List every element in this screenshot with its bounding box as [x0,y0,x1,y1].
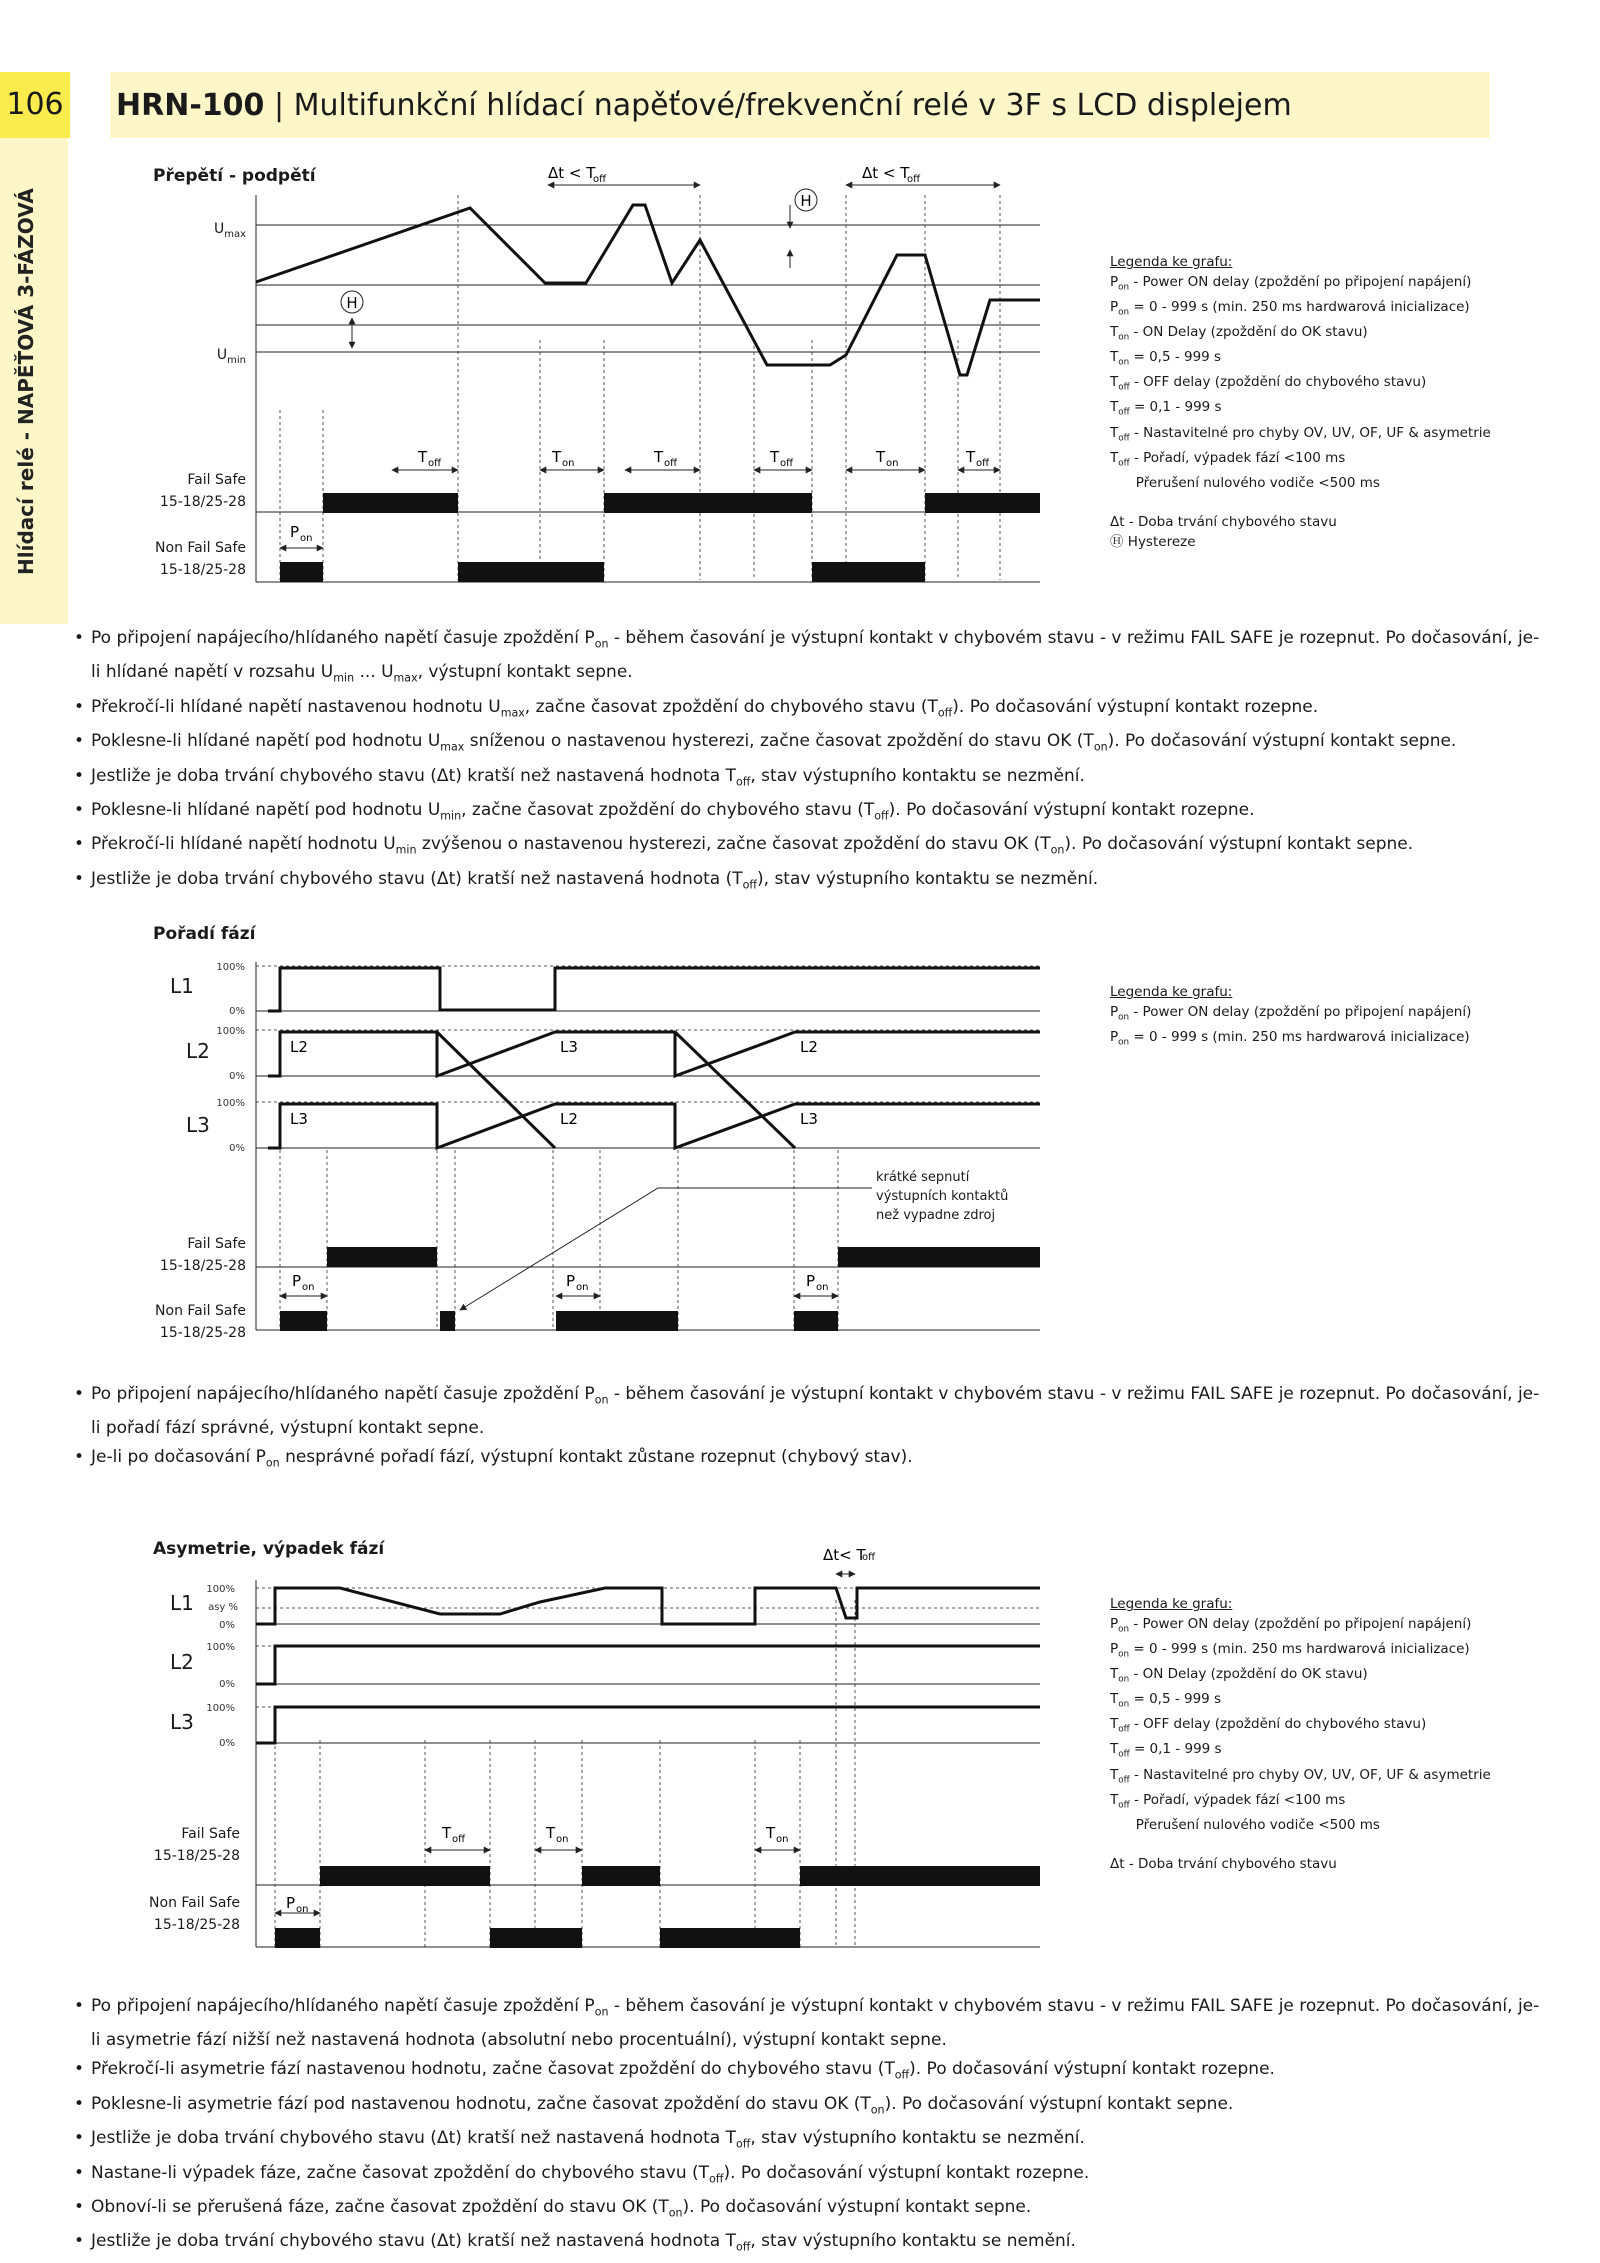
svg-text:off: off [428,458,442,469]
svg-text:100%: 100% [216,962,245,973]
legend-line: $T_{off} = 0,1 - 999$ s [1110,399,1222,419]
svg-text:on: on [300,533,313,544]
legend-line: $P_{on} = 0 - 999$ s (min. 250 ms hardwarová inicializace) [1110,1640,1470,1660]
svg-text:100%: 100% [206,1642,235,1653]
bullet-item: • Jestliže je doba trvání chybového stavu (Δt) kratší než nastavená hodnota $(T_{off})$, stav výstupního kontaktu se nezmění. [82,865,1542,899]
svg-text:Δt< T: Δt< T [823,1546,866,1564]
section3-bullets [82,1992,1542,2262]
svg-text:off: off [452,1834,466,1845]
section2-title: Pořadí fází [153,924,256,944]
svg-text:100%: 100% [216,1098,245,1109]
bullet-item: • Poklesne-li hlídané napětí pod hodnotu $U_{min}$, začne časovat zpoždění do chybového stavu $(T_{off})$. Po dočasování výstupní kontakt rozepne. [82,796,1542,830]
svg-text:off: off [862,1552,876,1563]
bullet-item: • Poklesne-li asymetrie fází pod nastavenou hodnotu, začne časovat zpoždění do stavu OK $(T_{on})$. Po dočasování výstupní kontakt sepne. [82,2090,1542,2124]
legend-line: Legenda ke grafu: [1110,254,1233,270]
non-fail-safe-label-2: Non Fail Safe 15-18/25-28 [155,1303,246,1341]
svg-text:0%: 0% [219,1738,235,1749]
svg-text:H: H [346,294,358,312]
svg-text:0%: 0% [219,1679,235,1690]
legend-line: $T_{on} = 0,5 - 999$ s [1110,349,1222,368]
bullet-item: • Překročí-li hlídané napětí hodnotu $U_{min}$ zvýšenou o nastavenou hysterezi, začne časovat zpoždění do stavu OK $(T_{on})$. Po dočasování výstupní kontakt sepne. [82,830,1542,864]
l1-label-3: L1 [170,1591,194,1615]
svg-text:T: T [552,448,562,466]
bullet-item: • Jestliže je doba trvání chybového stavu (Δt) kratší než nastavená hodnota $T_{off}$, stav výstupního kontaktu se nezmění. [82,762,1542,796]
side-label: Hlídací relé - NAPĚŤOVÁ 3-FÁZOVÁ [14,188,38,575]
section1-title: Přepětí - podpětí [153,166,316,186]
section3-title: Asymetrie, výpadek fází [153,1539,385,1559]
svg-text:on: on [886,458,899,469]
bullet-item: • Po připojení napájecího/hlídaného napětí časuje zpoždění $P_{on}$ - během časování je výstupní kontakt v chybovém stavu - v režimu FAIL SAFE je rozepnut. Po dočasování, je-li pořadí fází správné, výstupní kontakt sepne. [82,1380,1542,1443]
bullet-item: • Jestliže je doba trvání chybového stavu (Δt) kratší než nastavená hodnota $T_{off}$, stav výstupního kontaktu se nezmění. [82,2124,1542,2158]
l3-label-3: L3 [170,1710,194,1734]
umin-label: $U_{min}$ [216,347,246,366]
non-fail-safe-label: Non Fail Safe 15-18/25-28 [155,540,246,578]
legend-line [1110,1836,1491,1856]
title-separator: | [273,88,285,123]
legend-line: $T_{off}$ - OFF delay (zpoždění do chybového stavu) [1110,1716,1427,1735]
legend-line: Přerušení nulového vodiče <500 ms [1110,1817,1380,1833]
legend-line: $T_{on}$ - ON Delay (zpoždění do OK stavu) [1110,1665,1368,1685]
fail-safe-label-3: Fail Safe 15-18/25-28 [153,1826,240,1864]
legend-line: $P_{on} = 0 - 999$ s (min. 250 ms hardwarová inicializace) [1110,298,1470,318]
legend-line: $T_{off}$ - Pořadí, výpadek fází <100 ms [1110,1791,1346,1811]
legend-line: Přerušení nulového vodiče <500 ms [1110,475,1380,491]
svg-text:on: on [776,1834,789,1845]
l2-label-3: L2 [170,1650,194,1674]
svg-text:off: off [593,174,607,185]
svg-text:T: T [654,448,664,466]
svg-text:on: on [576,1282,589,1293]
l1-label: L1 [170,974,194,998]
svg-text:L2: L2 [800,1038,818,1056]
svg-text:T: T [966,448,976,466]
svg-text:on: on [296,1904,309,1915]
svg-text:T: T [442,1824,452,1842]
svg-text:P: P [292,1272,302,1290]
non-fail-safe-label-3: Non Fail Safe 15-18/25-28 [149,1895,240,1933]
svg-text:L2: L2 [560,1110,578,1128]
fail-safe-label: Fail Safe 15-18/25-28 [159,472,246,510]
svg-text:P: P [290,523,300,541]
legend-line: Legenda ke grafu: [1110,1596,1233,1612]
legend-line: $P_{on}$ - Power ON delay (zpoždění po připojení napájení) [1110,1003,1472,1023]
svg-text:L3: L3 [290,1110,308,1128]
svg-text:0%: 0% [229,1006,245,1017]
legend-line: $P_{on} = 0 - 999$ s (min. 250 ms hardwarová inicializace) [1110,1028,1470,1048]
svg-text:Δt < T: Δt < T [862,164,910,182]
bullet-item: • Je-li po dočasování $P_{on}$ nesprávné pořadí fází, výstupní kontakt zůstane rozepnut (chybový stav). [82,1443,1542,1477]
svg-text:on: on [302,1282,315,1293]
legend-line: Legenda ke grafu: [1110,984,1233,1000]
svg-text:H: H [800,192,812,210]
bullet-item: • Nastane-li výpadek fáze, začne časovat zpoždění do chybového stavu $(T_{off})$. Po dočasování výstupní kontakt rozepne. [82,2159,1542,2193]
svg-text:on: on [556,1834,569,1845]
l3-label: L3 [186,1113,210,1137]
legend-line: $T_{off}$ - OFF delay (zpoždění do chybového stavu) [1110,374,1427,393]
legend-line: $P_{on}$ - Power ON delay (zpoždění po připojení napájení) [1110,1615,1472,1635]
legend-line: $T_{off} = 0,1 - 999$ s [1110,1741,1222,1761]
svg-text:L3: L3 [560,1038,578,1056]
short-close-note: krátké sepnutí výstupních kontaktů než vypadne zdroj [876,1170,1009,1223]
svg-text:T: T [876,448,886,466]
legend-line: $P_{on}$ - Power ON delay (zpoždění po připojení napájení) [1110,273,1472,293]
svg-text:L2: L2 [290,1038,308,1056]
svg-text:T: T [766,1824,776,1842]
svg-text:Δt < T: Δt < T [548,164,596,182]
svg-text:L3: L3 [800,1110,818,1128]
svg-text:P: P [566,1272,576,1290]
svg-text:asy %: asy % [208,1602,238,1613]
svg-text:P: P [286,1894,296,1912]
l2-label: L2 [186,1039,210,1063]
legend-line: $T_{off}$ - Nastavitelné pro chyby OV, UV, OF, UF & asymetrie [1110,424,1491,444]
legend-line: Δt - Doba trvání chybového stavu [1110,514,1337,530]
bullet-item: • Obnoví-li se přerušená fáze, začne časovat zpoždění do stavu OK $(T_{on})$. Po dočasování výstupní kontakt sepne. [82,2193,1542,2227]
page-number: 106 [0,72,70,138]
svg-text:T: T [770,448,780,466]
svg-text:0%: 0% [229,1071,245,1082]
svg-text:0%: 0% [229,1143,245,1154]
legend-line: $T_{off}$ - Nastavitelné pro chyby OV, UV, OF, UF & asymetrie [1110,1766,1491,1786]
legend-line: $T_{on} = 0,5 - 999$ s [1110,1691,1222,1710]
svg-text:on: on [562,458,575,469]
svg-text:on: on [816,1282,829,1293]
umax-label: $U_{max}$ [213,221,246,240]
bullet-item: • Po připojení napájecího/hlídaného napětí časuje zpoždění $P_{on}$ - během časování je výstupní kontakt v chybovém stavu - v režimu FAIL SAFE je rozepnut. Po dočasování, je-li hlídané napětí v rozsahu $U_{min}$ ... $U_{max}$, výstupní kontakt sepne. [82,624,1542,693]
svg-text:off: off [664,458,678,469]
svg-text:off: off [907,174,921,185]
bullet-item: • Překročí-li asymetrie fází nastavenou hodnotu, začne časovat zpoždění do chybového stavu $(T_{off})$. Po dočasování výstupní kontakt rozepne. [82,2055,1542,2089]
bullet-item: • Jestliže je doba trvání chybového stavu (Δt) kratší než nastavená hodnota $T_{off}$, stav výstupního kontaktu se nemění. [82,2227,1542,2261]
model-name: HRN-100 [116,88,265,123]
page-subtitle: Multifunkční hlídací napěťové/frekvenční relé v 3F s LCD displejem [293,88,1292,123]
bullet-item: • Překročí-li hlídané napětí nastavenou hodnotu $U_{max}$, začne časovat zpoždění do chybového stavu $(T_{off})$. Po dočasování výstupní kontakt rozepne. [82,693,1542,727]
svg-text:off: off [780,458,794,469]
legend-line: Δt - Doba trvání chybového stavu [1110,1856,1337,1872]
legend-line: Ⓗ Hystereze [1110,533,1196,550]
svg-text:100%: 100% [206,1584,235,1595]
section3-legend [1110,1595,1491,1875]
svg-text:P: P [806,1272,816,1290]
legend-line: $T_{off}$ - Pořadí, výpadek fází <100 ms [1110,449,1346,469]
svg-text:T: T [418,448,428,466]
legend-line: $T_{on}$ - ON Delay (zpoždění do OK stavu) [1110,323,1368,343]
svg-text:off: off [976,458,990,469]
svg-text:0%: 0% [219,1620,235,1631]
bullet-item: • Po připojení napájecího/hlídaného napětí časuje zpoždění $P_{on}$ - během časování je výstupní kontakt v chybovém stavu - v režimu FAIL SAFE je rozepnut. Po dočasování, je-li asymetrie fází nižší než nastavená hodnota (absolutní nebo procentuální), výstupní kontakt sepne. [82,1992,1542,2055]
svg-text:T: T [546,1824,556,1842]
fail-safe-label-2: Fail Safe 15-18/25-28 [159,1236,246,1274]
bullet-item: • Poklesne-li hlídané napětí pod hodnotu $U_{max}$ sníženou o nastavenou hysterezi, začne časovat zpoždění do stavu OK $(T_{on})$. Po dočasování výstupní kontakt sepne. [82,727,1542,761]
svg-text:100%: 100% [206,1703,235,1714]
svg-text:100%: 100% [216,1026,245,1037]
